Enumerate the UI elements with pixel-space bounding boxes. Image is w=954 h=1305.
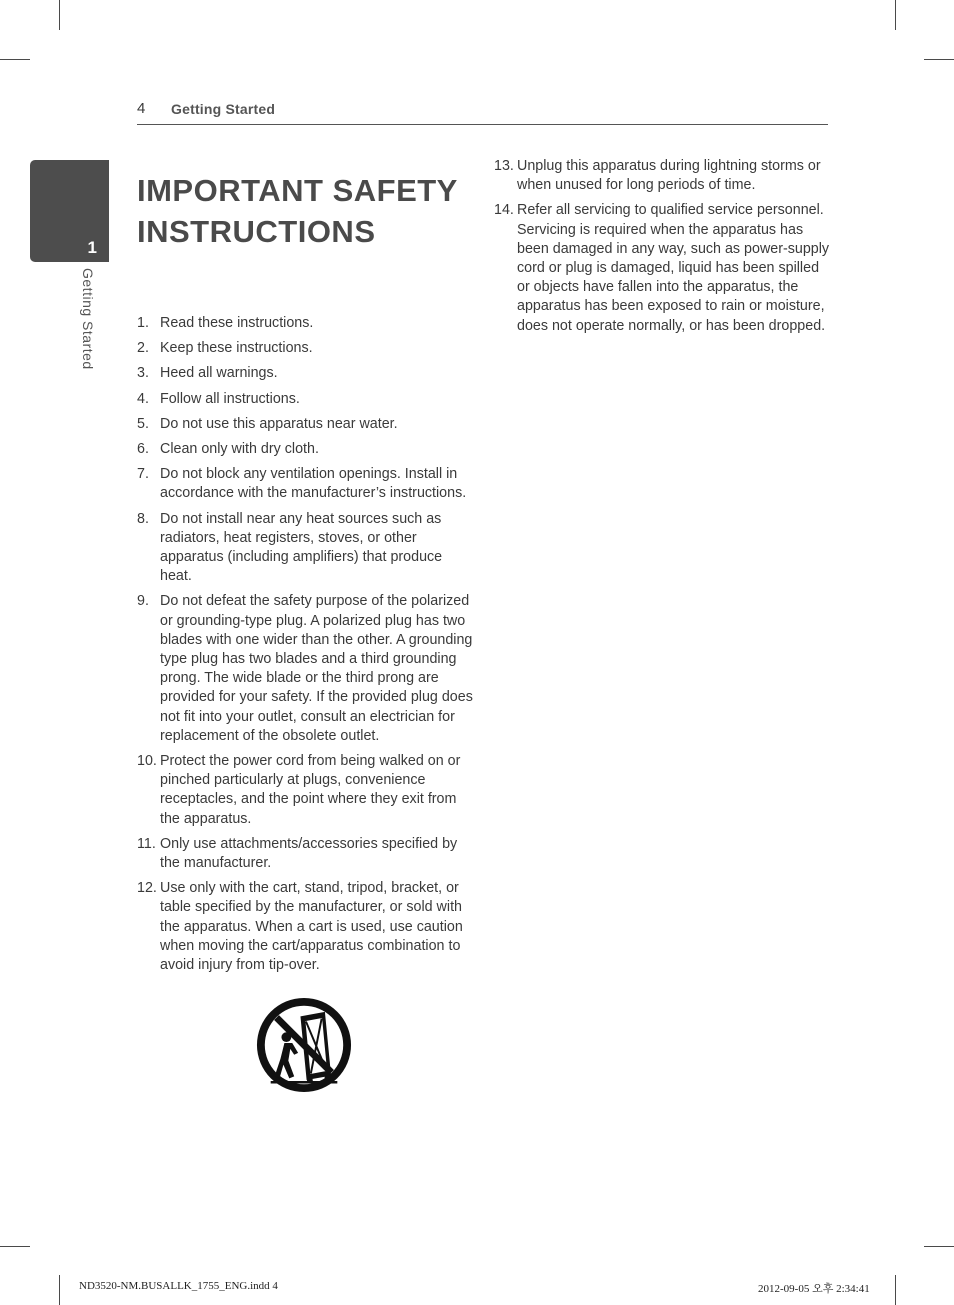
instruction-list — [494, 157, 834, 342]
item-text: Follow all instructions. — [160, 390, 300, 407]
item-text: Keep these instructions. — [160, 340, 313, 357]
list-item — [137, 440, 477, 459]
item-text: Only use attachments/accessories specified by the manufacturer. — [160, 835, 458, 872]
instruction-list — [137, 314, 477, 981]
item-number: 4. — [137, 390, 149, 407]
list-item — [494, 201, 834, 335]
page-title — [137, 170, 497, 252]
crop-mark — [924, 59, 954, 60]
list-item — [494, 157, 834, 195]
item-number: 9. — [137, 593, 149, 610]
item-text: Do not install near any heat sources such as radiators, heat registers, stoves, or other apparatus (including amplifiers) that produce heat. — [160, 510, 443, 585]
item-text: Do not defeat the safety purpose of the polarized or grounding-type plug. A polarized plug has two blades with one wider than the other. A grounding type plug has two blades and a third grounding prong. The wide blade or the third prong are provided for your safety. If the provided plug does not fit into your outlet, consult an electrician for replacement of the obsolete outlet. — [160, 593, 473, 744]
list-item — [137, 339, 477, 358]
item-number: 2. — [137, 340, 149, 357]
footer-file-info: ND3520-NM.BUSALLK_1755_ENG.indd 4 — [79, 1280, 278, 1292]
item-number: 3. — [137, 365, 149, 382]
item-text: Do not block any ventilation openings. Install in accordance with the manufacturer’s instructions. — [160, 466, 467, 502]
item-number: 1. — [137, 315, 149, 331]
crop-mark — [59, 0, 60, 30]
item-text: Do not use this apparatus near water. — [160, 415, 398, 432]
item-number: 12. — [137, 880, 157, 897]
page-header — [137, 100, 828, 125]
chapter-tab-label: Getting Started — [80, 268, 96, 370]
item-text: Clean only with dry cloth. — [160, 441, 319, 458]
list-item — [137, 465, 477, 503]
page-number: 4 — [137, 100, 146, 117]
list-item — [137, 752, 477, 829]
item-number: 6. — [137, 441, 149, 458]
chapter-tab — [30, 160, 109, 262]
crop-mark — [895, 1275, 896, 1305]
list-item — [137, 592, 477, 746]
list-item — [137, 835, 477, 873]
list-item — [137, 364, 477, 383]
list-item — [137, 415, 477, 434]
cart-tip-over-warning-icon — [255, 996, 353, 1094]
crop-mark — [0, 59, 30, 60]
item-number: 11. — [137, 835, 156, 852]
item-text: Heed all warnings. — [160, 365, 278, 382]
crop-mark — [924, 1246, 954, 1247]
item-text: Use only with the cart, stand, tripod, bracket, or table specified by the manufacturer, or sold with the apparatus. When a cart is used, use caution when moving the cart/apparatus combination to avoid injury from tip-over. — [160, 880, 463, 974]
page-title-line: IMPORTANT SAFETY — [137, 173, 458, 208]
list-item — [137, 390, 477, 409]
page-title-line: INSTRUCTIONS — [137, 214, 376, 249]
chapter-number: 1 — [87, 238, 97, 257]
item-text: Refer all servicing to qualified service personnel. Servicing is required when the apparatus has been damaged in any way, such as power-supply cord or plug is damaged, liquid has been spilled or objects have fallen into the apparatus, the apparatus has been exposed to rain or moisture, does not operate normally, or has been dropped. — [517, 202, 830, 334]
item-text: Read these instructions. — [160, 315, 314, 331]
list-item — [137, 879, 477, 975]
list-item — [137, 510, 477, 587]
item-text: Unplug this apparatus during lightning storms or when unused for long periods of time. — [517, 158, 821, 194]
item-number: 7. — [137, 466, 149, 483]
section-title: Getting Started — [171, 101, 276, 117]
item-number: 14. — [494, 202, 514, 219]
footer-timestamp: 2012-09-05 오후 2:34:41 — [758, 1283, 870, 1295]
item-number: 5. — [137, 415, 149, 432]
crop-mark — [0, 1246, 30, 1247]
item-number: 13. — [494, 158, 514, 174]
item-number: 8. — [137, 510, 149, 527]
crop-mark — [895, 0, 896, 30]
item-number: 10. — [137, 753, 157, 770]
list-item — [137, 314, 477, 333]
item-text: Protect the power cord from being walked on or pinched particularly at plugs, convenience receptacles, and the point where they exit from the apparatus. — [160, 753, 461, 827]
crop-mark — [59, 1275, 60, 1305]
